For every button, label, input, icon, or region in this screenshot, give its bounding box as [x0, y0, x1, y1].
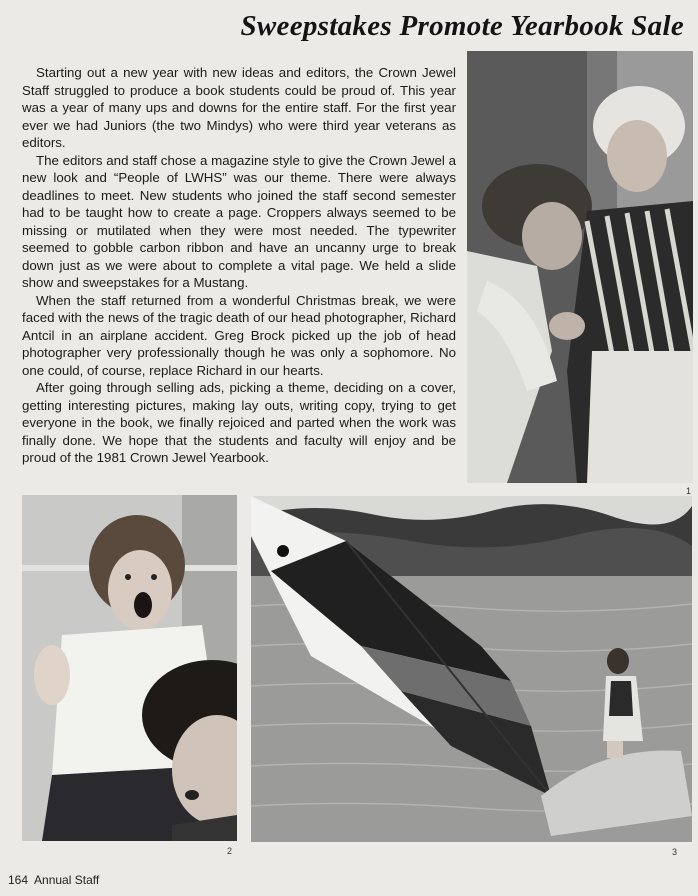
- paragraph-3: When the staff returned from a wonderful Christmas break, we were faced with the news of the tragic death of our head photographer, Richard Antcil in an airplane accident. Greg Brock picked up the job of head photographer very professionally though he was only a sophomore. No one could, of course, replace Richard in our hearts.: [22, 292, 456, 378]
- paragraph-4: After going through selling ads, picking a theme, deciding on a cover, getting interesting pictures, making lay outs, writing copy, trying to get everyone in the book, we finally rejoiced and parted when the work was finally done. We hope that the students and faculty will enjoy and be proud of the 1981 Crown Jewel Yearbook.: [22, 380, 456, 465]
- paragraph-2: The editors and staff chose a magazine style to give the Crown Jewel a new look and “People of LWHS” was our theme. There were always deadlines to meet. New students who joined the staff second semester had to be taught how to create a page. Croppers always seemed to be missing or mutilated when they were most needed. The typewriter seemed to gobble carbon ribbon and have an uncanny urge to break down just as we were about to complete a vital page. We held a slide show and sweepstakes for a Mustang.: [22, 152, 456, 290]
- section-name: Annual Staff: [34, 873, 100, 887]
- two-women-photo-icon: [467, 51, 693, 483]
- article-body: [22, 64, 456, 467]
- paragraph-1: Starting out a new year with new ideas and editors, the Crown Jewel Staff struggled to produce a book students could be proud of. This year was a year of many ups and downs for the entire staff. For the first year ever we had Juniors (the two Mindys) who were third year veterans as editors.: [22, 65, 456, 150]
- surprised-students-photo-icon: [22, 495, 237, 841]
- page-footer: [8, 873, 99, 887]
- photo-number-3: 3: [672, 847, 678, 857]
- page-title: Sweepstakes Promote Yearbook Sale: [240, 10, 684, 42]
- photo-two-women: [467, 51, 693, 483]
- photo-surprised-students: [22, 495, 237, 841]
- page-number: 164: [8, 873, 29, 887]
- photo-windsurfer: [251, 496, 692, 842]
- photo-number-2: 2: [227, 846, 233, 856]
- photo-number-1: 1: [686, 486, 692, 496]
- windsurfer-photo-icon: [251, 496, 692, 842]
